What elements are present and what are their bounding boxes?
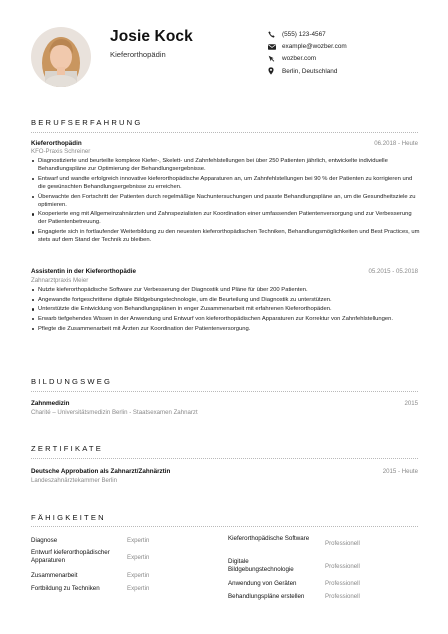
- contact-phone-text: (555) 123-4567: [282, 30, 326, 38]
- job-company: KFO-Praxis Schreiner: [31, 148, 91, 155]
- mail-icon: [268, 42, 280, 51]
- skill-name: Diagnose: [31, 537, 58, 544]
- contact-list: [268, 28, 347, 78]
- list-item: Nutzte kieferorthopädische Software zur Verbesserung der Diagnostik und Pläne für über 200 Patienten.: [31, 286, 421, 294]
- skill-name: Anwendung von Geräten: [228, 580, 297, 587]
- list-item: Angewandte fortgeschrittene digitale Bildgebungstechnologie, um die Beurteilung und Diagnostik zu unterstützen.: [31, 296, 421, 304]
- skill-name: Kieferorthopädische Software: [228, 535, 310, 542]
- certificate-date: 2015 - Heute: [382, 468, 418, 475]
- section-divider: [31, 132, 418, 133]
- education-date: 2015: [404, 400, 418, 407]
- section-title-skills: FÄHIGKEITEN: [31, 513, 106, 522]
- list-item: Kooperierte eng mit Allgemeinzahnärzten und Zahnspezialisten zur Koordination einer umfassenden Patientenversorgung und zur Verbesserung der Patientenbetreuung.: [31, 210, 421, 226]
- phone-icon: [268, 30, 280, 39]
- candidate-role: Kieferorthopädin: [110, 50, 166, 59]
- list-item: Überwachte den Fortschritt der Patienten durch regelmäßige Nachuntersuchungen und passte Behandlungspläne an, um die Gesundheitsziele zu optimieren.: [31, 193, 421, 209]
- skill-name: Zusammenarbeit: [31, 572, 78, 579]
- education-degree: Zahnmedizin: [31, 400, 70, 407]
- contact-location-text: Berlin, Deutschland: [282, 67, 338, 75]
- job-title: Kieferorthopädin: [31, 140, 82, 147]
- contact-phone[interactable]: [268, 28, 347, 40]
- contact-website[interactable]: [268, 53, 347, 65]
- skill-name: Entwurf kieferorthopädischer Apparaturen: [31, 549, 110, 564]
- skill-level: Expertin: [127, 537, 150, 544]
- contact-location: [268, 65, 347, 77]
- job-company: Zahnarztpraxis Meier: [31, 277, 89, 284]
- skill-level: Professionell: [325, 563, 360, 570]
- candidate-name: Josie Kock: [110, 28, 193, 45]
- list-item: Engagierte sich in fortlaufender Weiterbildung zu den neuesten kieferorthopädischen Techniken, Behandlungsmöglichkeiten und Best Practices, um stets auf dem Stand der Technik zu bleiben.: [31, 228, 421, 244]
- job-title: Assistentin in der Kieferorthopädie: [31, 268, 136, 275]
- certificate-name: Deutsche Approbation als Zahnarzt/Zahnärztin: [31, 468, 171, 475]
- contact-email-text: example@wozber.com: [282, 43, 347, 51]
- profile-photo: [31, 27, 91, 87]
- list-item: Diagnostizierte und beurteilte komplexe Kiefer-, Skelett- und Zahnfehlstellungen bei über 250 Patienten jährlich, entwickelte individuelle Behandlungspläne zur Optimierung der Behandlungsergebnisse.: [31, 157, 421, 173]
- job-bullets: [31, 157, 421, 246]
- skill-level: Expertin: [127, 585, 150, 592]
- section-divider: [31, 458, 418, 459]
- link-icon: [268, 54, 280, 63]
- section-divider: [31, 526, 418, 527]
- certificate-issuer: Landeszahnärztekammer Berlin: [31, 477, 118, 484]
- location-icon: [268, 67, 280, 76]
- skill-name: Fortbildung zu Techniken: [31, 585, 100, 592]
- section-title-certificates: ZERTIFIKATE: [31, 444, 104, 453]
- skill-level: Professionell: [325, 580, 360, 587]
- skill-level: Expertin: [127, 572, 150, 579]
- contact-website-text: wozber.com: [282, 55, 317, 63]
- job-date: 06.2018 - Heute: [374, 140, 418, 147]
- section-title-experience: BERUFSERFAHRUNG: [31, 118, 143, 127]
- list-item: Entwarf und wandte erfolgreich innovative kieferorthopädische Apparaturen an, um Zahnfehlstellungen bei 90 % der Patienten zu korrigieren und die gewünschten Behandlungsergebnisse zu erreichen.: [31, 175, 421, 191]
- skill-level: Professionell: [325, 593, 360, 600]
- section-divider: [31, 391, 418, 392]
- list-item: Pflegte die Zusammenarbeit mit Ärzten zur Koordination der Patientenversorgung.: [31, 325, 421, 333]
- skill-level: Professionell: [325, 540, 360, 547]
- skill-level: Expertin: [127, 554, 150, 561]
- education-school: Charité – Universitätsmedizin Berlin - Staatsexamen Zahnarzt: [31, 409, 198, 416]
- job-date: 05.2015 - 05.2018: [368, 268, 418, 275]
- contact-email[interactable]: [268, 40, 347, 52]
- skill-name: Digitale Bildgebungstechnologie: [228, 558, 294, 573]
- skill-name: Behandlungspläne erstellen: [228, 593, 305, 600]
- list-item: Erwarb tiefgehendes Wissen in der Anwendung und Entwurf von kieferorthopädischen Apparaturen zur Korrektur von Zahnfehlstellungen.: [31, 315, 421, 323]
- job-bullets: [31, 286, 421, 334]
- section-title-education: BILDUNGSWEG: [31, 377, 113, 386]
- list-item: Unterstützte die Entwicklung von Behandlungsplänen in enger Zusammenarbeit mit erfahrenen Kieferorthopäden.: [31, 305, 421, 313]
